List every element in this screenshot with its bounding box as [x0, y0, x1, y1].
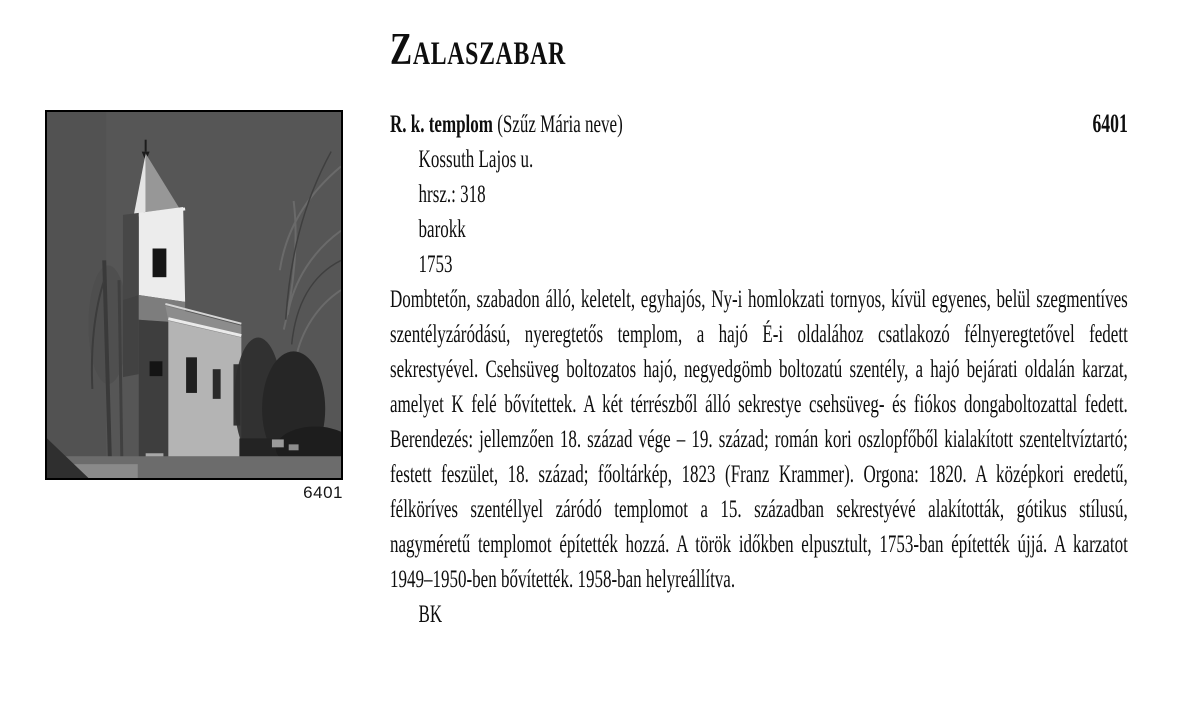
west-wall [139, 320, 169, 470]
belfry-window [153, 249, 167, 278]
year-line: 1753 [418, 251, 453, 278]
entry-title [390, 107, 623, 142]
page-title [390, 23, 566, 74]
nave-wall [168, 321, 241, 470]
entry-header [390, 106, 1128, 142]
nave-window-2 [213, 369, 221, 399]
light-object-2 [289, 444, 299, 450]
address-line: Kossuth Lajos u. [418, 146, 534, 173]
west-wall-window [150, 361, 163, 376]
church-photo-illustration [47, 112, 341, 478]
author-initials: BK [418, 601, 443, 628]
title-rest-letters: ALASZABAR [412, 36, 566, 72]
church-nave [139, 304, 242, 470]
style-line: barokk [418, 216, 466, 243]
catalog-number: 6401 [1092, 109, 1128, 138]
monument-entry [390, 106, 1128, 632]
tower-shadow-lower [123, 295, 139, 377]
light-object-1 [272, 439, 284, 447]
tower-shadow-side [123, 213, 139, 300]
title-initial-letter: Z [390, 23, 413, 74]
church-photo [45, 110, 343, 480]
monument-dedication: (Szűz Mária neve) [497, 111, 623, 138]
parcel-number-line: hrsz.: 318 [418, 181, 486, 208]
monument-name: R. k. templom [390, 111, 493, 138]
nave-window-1 [186, 357, 197, 393]
photo-caption: 6401 [303, 483, 343, 502]
church-photo-figure [45, 110, 343, 503]
description-paragraph: Dombtetőn, szabadon álló, keletelt, egyhajós, Ny-i homlokzati tornyos, kívül egyenes, belül szegmentíves szentélyzáródású, nyeregtetős templom, a hajó É-i oldalához csatlakozó félnyeregtetővel fedett sekrestyével. Csehsüveg boltozatos hajó, negyedgömb boltozatú szentély, a hajó bejárati oldalán karzat, amelyet K felé bővítettek. A két térrészből álló sekrestye csehsüveg- és fiókos dongaboltozattal fedett. Berendezés: jellemzően 18. század vége – 19. század; román kori oszlopfőből kialakított szenteltvíztartó; festett feszület, 18. század; főoltárkép, 1823 (Franz Krammer). Orgona: 1820. A középkori eredetű, félköríves szentéllyel záródó templomot a 15. században sekrestyévé alakították, gótikus stílusú, nagyméretű templomot építették hozzá. A török időkben elpusztult, 1753-ban építették újjá. A karzatot 1949–1950-ben bővítették. 1958-ban helyreállítva. [390, 286, 1128, 593]
